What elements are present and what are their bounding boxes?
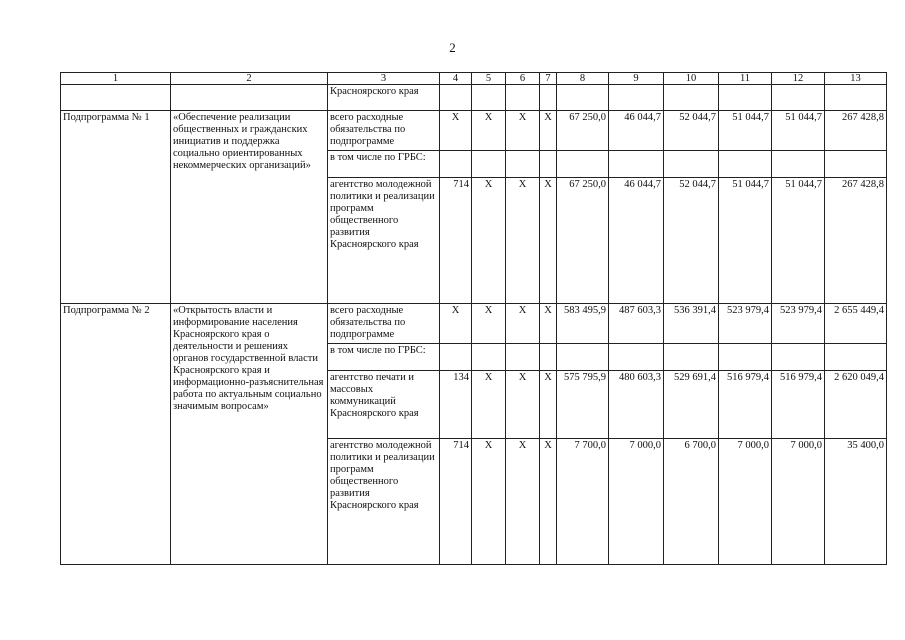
table-cell: 6 700,0 bbox=[664, 439, 719, 565]
table-cell: X bbox=[540, 439, 557, 565]
table-cell: X bbox=[472, 439, 506, 565]
budget-table bbox=[60, 72, 887, 565]
column-header: 8 bbox=[557, 73, 609, 85]
table-cell bbox=[825, 344, 887, 371]
column-header: 7 bbox=[540, 73, 557, 85]
table-cell bbox=[440, 151, 472, 178]
table-cell bbox=[772, 151, 825, 178]
table-cell: X bbox=[506, 439, 540, 565]
page-number: 2 bbox=[449, 40, 456, 55]
table-cell: 267 428,8 bbox=[825, 178, 887, 304]
table-cell: 46 044,7 bbox=[609, 178, 664, 304]
table-cell bbox=[825, 151, 887, 178]
table-cell: 67 250,0 bbox=[557, 178, 609, 304]
table-cell bbox=[440, 344, 472, 371]
table-cell: X bbox=[506, 304, 540, 344]
expense-description: агентство молодежной политики и реализации программ общественного развития Красноярского края bbox=[328, 439, 440, 565]
table-cell: 516 979,4 bbox=[719, 371, 772, 439]
table-cell bbox=[540, 344, 557, 371]
table-cell: X bbox=[472, 371, 506, 439]
expense-description: всего расходные обязательства по подпрограмме bbox=[328, 304, 440, 344]
subprogram-name: «Открытость власти и информирование населения Красноярского края о деятельности и решениях органов государственной власти Красноярского края и информационно-разъяснительная работа по актуальным социально значимым вопросам» bbox=[171, 304, 328, 565]
table-cell: X bbox=[540, 304, 557, 344]
table-cell bbox=[540, 85, 557, 111]
table-cell: 575 795,9 bbox=[557, 371, 609, 439]
table-cell: 516 979,4 bbox=[772, 371, 825, 439]
table-cell: X bbox=[472, 111, 506, 151]
column-header: 1 bbox=[61, 73, 171, 85]
table-cell: 487 603,3 bbox=[609, 304, 664, 344]
column-number-row bbox=[61, 73, 887, 85]
expense-description: в том числе по ГРБС: bbox=[328, 344, 440, 371]
table-cell: 7 700,0 bbox=[557, 439, 609, 565]
table-cell bbox=[472, 344, 506, 371]
table-cell: 536 391,4 bbox=[664, 304, 719, 344]
expense-description: агентство печати и массовых коммуникаций Красноярского края bbox=[328, 371, 440, 439]
table-cell bbox=[472, 85, 506, 111]
table-cell: 67 250,0 bbox=[557, 111, 609, 151]
column-header: 12 bbox=[772, 73, 825, 85]
table-cell bbox=[506, 151, 540, 178]
table-cell bbox=[664, 85, 719, 111]
table-cell: 480 603,3 bbox=[609, 371, 664, 439]
table-cell bbox=[557, 344, 609, 371]
table-cell: 51 044,7 bbox=[719, 111, 772, 151]
table-cell bbox=[609, 151, 664, 178]
table-cell: 7 000,0 bbox=[772, 439, 825, 565]
subprogram-label: Подпрограмма № 1 bbox=[61, 111, 171, 304]
subprogram-label: Подпрограмма № 2 bbox=[61, 304, 171, 565]
table-cell: 714 bbox=[440, 178, 472, 304]
table-cell bbox=[557, 85, 609, 111]
table-cell: 51 044,7 bbox=[772, 178, 825, 304]
table-cell bbox=[506, 85, 540, 111]
table-cell bbox=[825, 85, 887, 111]
table-cell bbox=[772, 344, 825, 371]
table-cell: Красноярского края bbox=[328, 85, 440, 111]
table-cell bbox=[506, 344, 540, 371]
table-cell: 523 979,4 bbox=[772, 304, 825, 344]
carry-over-row bbox=[61, 85, 887, 111]
table-cell: X bbox=[506, 111, 540, 151]
table-cell: 35 400,0 bbox=[825, 439, 887, 565]
table-cell: X bbox=[440, 304, 472, 344]
column-header: 9 bbox=[609, 73, 664, 85]
table-cell: 523 979,4 bbox=[719, 304, 772, 344]
table-cell bbox=[540, 151, 557, 178]
table-cell: 2 655 449,4 bbox=[825, 304, 887, 344]
table-cell: 267 428,8 bbox=[825, 111, 887, 151]
table-cell: X bbox=[540, 371, 557, 439]
table-cell bbox=[664, 151, 719, 178]
expense-description: в том числе по ГРБС: bbox=[328, 151, 440, 178]
column-header: 10 bbox=[664, 73, 719, 85]
column-header: 3 bbox=[328, 73, 440, 85]
table-row bbox=[61, 304, 887, 344]
table-cell bbox=[609, 344, 664, 371]
column-header: 2 bbox=[171, 73, 328, 85]
table-cell bbox=[719, 344, 772, 371]
table-cell: 51 044,7 bbox=[719, 178, 772, 304]
expense-description: агентство молодежной политики и реализации программ общественного развития Красноярского края bbox=[328, 178, 440, 304]
table-cell: X bbox=[540, 178, 557, 304]
table-cell: 2 620 049,4 bbox=[825, 371, 887, 439]
table-cell: 52 044,7 bbox=[664, 111, 719, 151]
table-cell bbox=[440, 85, 472, 111]
column-header: 11 bbox=[719, 73, 772, 85]
table-cell: 583 495,9 bbox=[557, 304, 609, 344]
table-cell bbox=[472, 151, 506, 178]
column-header: 4 bbox=[440, 73, 472, 85]
table-cell bbox=[664, 344, 719, 371]
table-cell: 51 044,7 bbox=[772, 111, 825, 151]
table-cell: X bbox=[472, 178, 506, 304]
table-cell bbox=[609, 85, 664, 111]
table-cell: X bbox=[540, 111, 557, 151]
table-cell bbox=[61, 85, 171, 111]
table-cell bbox=[171, 85, 328, 111]
table-cell: 529 691,4 bbox=[664, 371, 719, 439]
column-header: 6 bbox=[506, 73, 540, 85]
table-cell: X bbox=[506, 371, 540, 439]
table-cell: 52 044,7 bbox=[664, 178, 719, 304]
table-cell: X bbox=[506, 178, 540, 304]
table-cell bbox=[719, 85, 772, 111]
table-cell: 7 000,0 bbox=[609, 439, 664, 565]
table-cell: 714 bbox=[440, 439, 472, 565]
column-header: 13 bbox=[825, 73, 887, 85]
table-cell: X bbox=[440, 111, 472, 151]
table-row bbox=[61, 111, 887, 151]
table-cell bbox=[772, 85, 825, 111]
table-cell: X bbox=[472, 304, 506, 344]
table-cell: 134 bbox=[440, 371, 472, 439]
expense-description: всего расходные обязательства по подпрограмме bbox=[328, 111, 440, 151]
table-cell bbox=[719, 151, 772, 178]
column-header: 5 bbox=[472, 73, 506, 85]
table-cell: 46 044,7 bbox=[609, 111, 664, 151]
table-cell bbox=[557, 151, 609, 178]
subprogram-name: «Обеспечение реализации общественных и гражданских инициатив и поддержка социально ориентированных некоммерческих организаций» bbox=[171, 111, 328, 304]
table-cell: 7 000,0 bbox=[719, 439, 772, 565]
